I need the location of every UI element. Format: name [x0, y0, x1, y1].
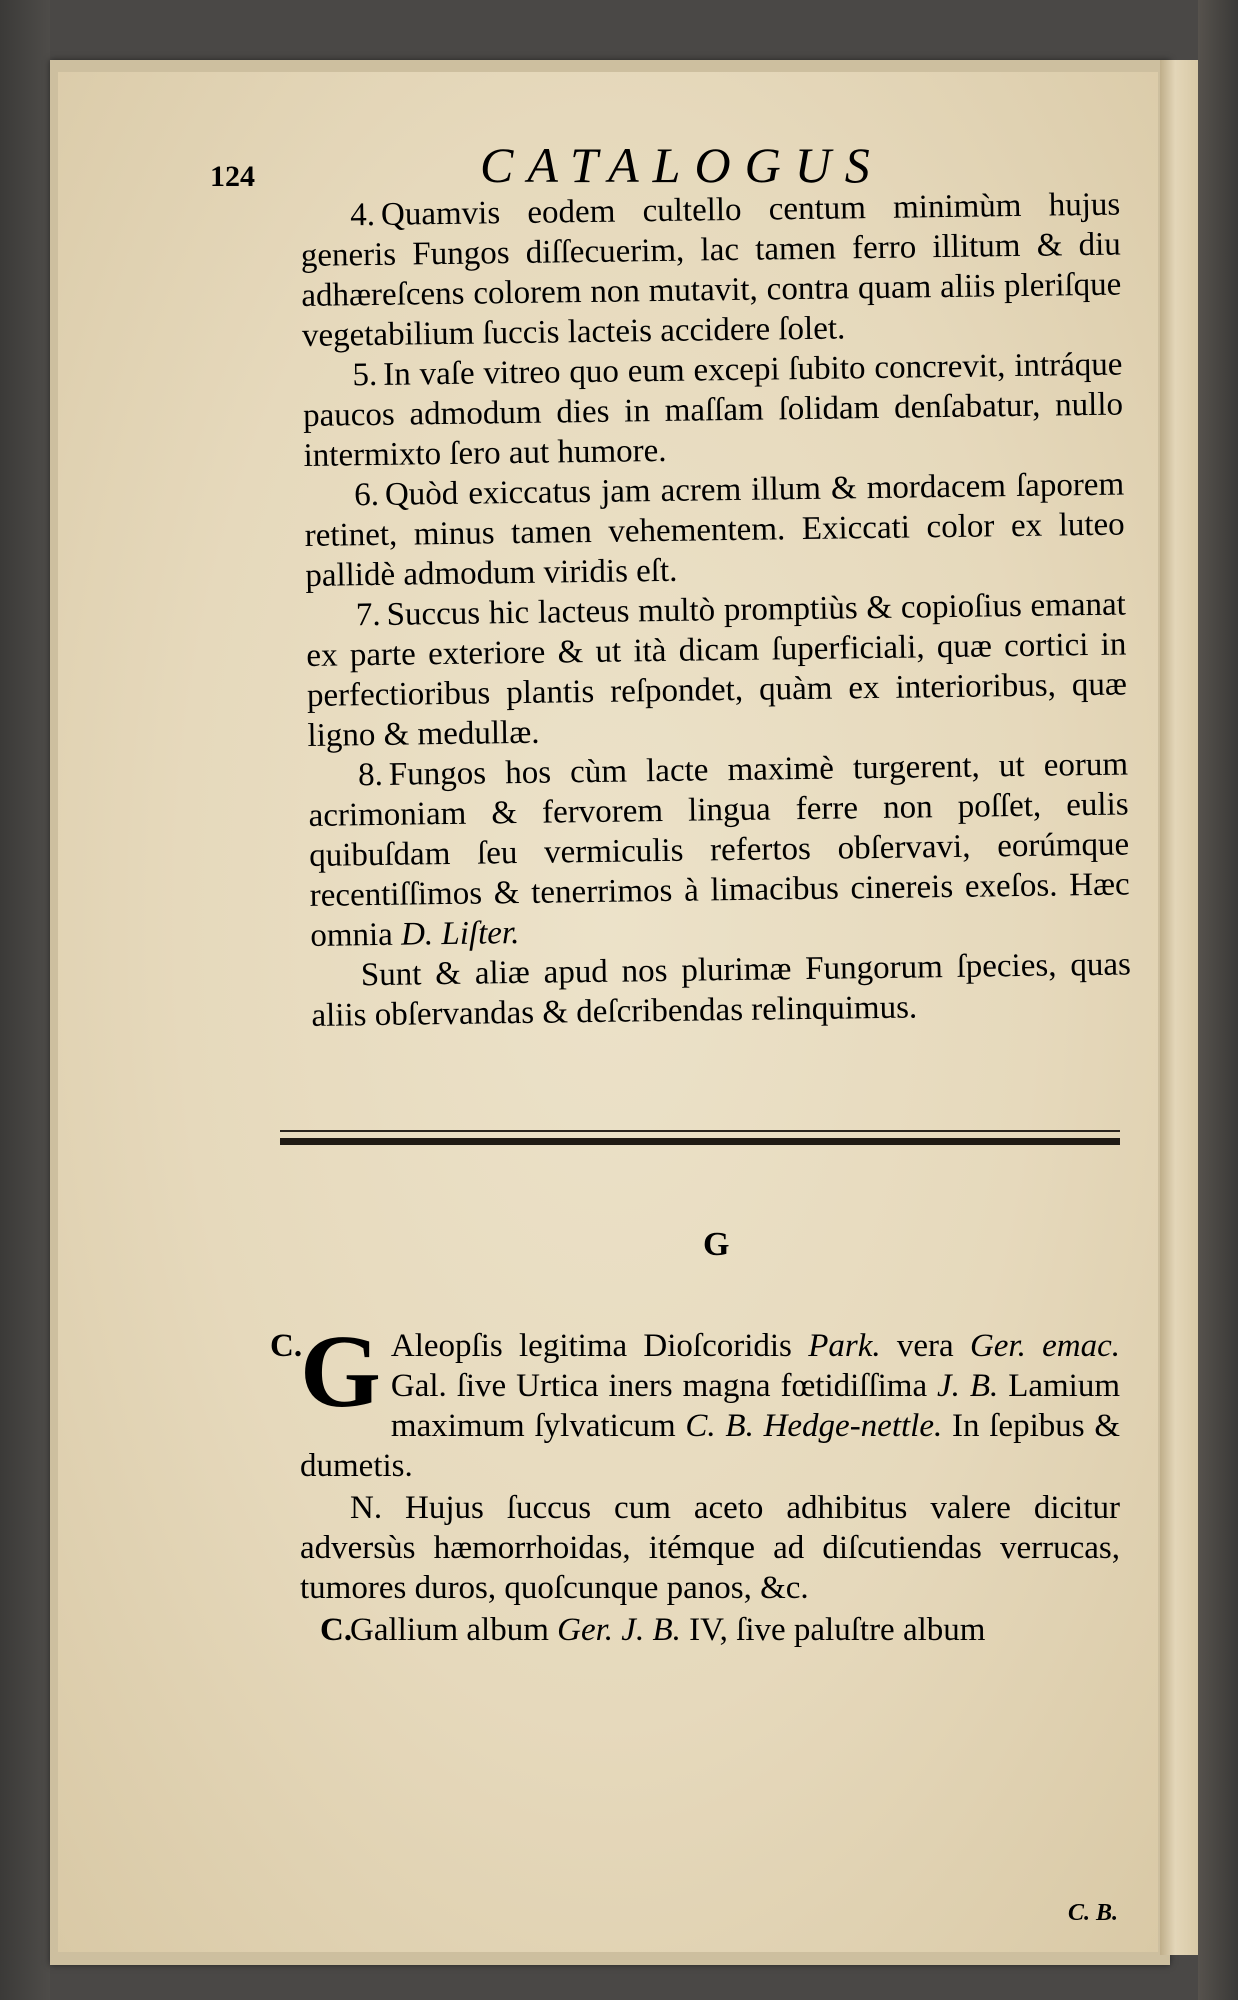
entry-citation: J. B. [937, 1368, 999, 1404]
entry-citation: Ger. emac. [969, 1328, 1120, 1364]
rule-thin [280, 1130, 1120, 1132]
paragraph-text: Quòd exiccatus jam acrem illum & mordacem ſaporem retinet, minus tamen vehementem. Exiccati color ex luteo pallidè admodum viridis eſt. [304, 466, 1125, 594]
page-number: 124 [210, 160, 255, 193]
entry-marker: C. [270, 1328, 303, 1364]
entry-text: Lamium maximum ſylvaticum [390, 1368, 1120, 1444]
catalogue-entry [300, 1610, 1120, 1650]
paragraph-number: 7. [355, 596, 381, 634]
paragraph-text: Quamvis eodem cultello centum minimùm hujus generis Fungos diſſecuerim, lac tamen ferro illitum & diu adhæreſcens colorem non mutavit, contra quam aliis pleriſque vegetabilium ſuccis lacteis accidere ſolet. [300, 186, 1122, 354]
background-left [0, 0, 50, 2000]
paragraph [300, 185, 1122, 356]
author-reference: D. Liſter. [400, 915, 520, 953]
entry-citation: C. B. Hedge-nettle. [685, 1408, 943, 1444]
paragraph [302, 345, 1124, 476]
paragraph-number: 5. [352, 356, 378, 394]
facing-page-edge [1160, 60, 1198, 1955]
entry-text: vera [880, 1328, 970, 1364]
entry-text: In ſepibus & dumetis. [300, 1408, 1121, 1484]
paragraph-text: Succus hic lacteus multò promptiùs & copioſius emanat ex parte exteriore & ut ità dicam ſuperficiali, quæ cortici in perfectioribus plantis reſpondet, quàm ex interioribus, quæ ligno & medullæ. [306, 586, 1128, 754]
entry-text: Aleopſis legitima Dioſcoridis [390, 1328, 809, 1364]
entry-text: Gallium album [350, 1612, 558, 1648]
rule-thick [280, 1138, 1120, 1145]
catchword: C. B. [1068, 1900, 1119, 1926]
entry-marker: C. [320, 1612, 353, 1648]
paragraph-text: Fungos hos cùm lacte maximè turgerent, ut eorum acrimoniam & fervorem lingua ferre non poſſet, eulis quibuſdam ſeu vermiculis refertos obſervavi, eorúmque recentiſſimos & tenerrimos à limacibus cinereis exeſos. Hæc omnia [308, 746, 1130, 954]
section-rule [280, 1130, 1120, 1145]
entry-text: IV, ſive paluſtre album [680, 1612, 986, 1648]
catalogue-entry [270, 1314, 1121, 1486]
running-head: CATALOGUS [480, 137, 884, 193]
paragraph-number: 4. [350, 196, 376, 234]
drop-cap: G [300, 1314, 381, 1429]
catalogue-entries [270, 1314, 1121, 1652]
paragraph-number: 6. [353, 476, 380, 514]
entry-text: Gal. ſive Urtica iners magna fœtidiſſima [390, 1368, 938, 1404]
paragraph [308, 744, 1131, 955]
section-letter: G [703, 1226, 730, 1263]
paragraph-text: In vaſe vitreo quo eum excepi ſubito concrevit, intráque paucos admodum dies in maſſam ſolidam denſabatur, nullo intermixto ſero aut humore. [302, 346, 1124, 474]
entry-citation: Park. [808, 1328, 881, 1364]
paragraph [306, 585, 1128, 756]
entry-citation: Ger. J. B. [557, 1612, 681, 1648]
paragraph [311, 944, 1132, 1035]
paragraph-number: 8. [357, 756, 384, 794]
entry-text: N. Hujus ſuccus cum aceto adhibitus valere dicitur adversùs hæmorrhoidas, itémque ad diſcutiendas verrucas, tumores duros, quoſcunque panos, &c. [300, 1490, 1120, 1606]
paragraph-text: Sunt & aliæ apud nos plurimæ Fungorum ſpecies, quas aliis obſervandas & deſcribendas relinquimus. [311, 946, 1132, 1034]
background-right [1198, 0, 1238, 2000]
numbered-observations [300, 185, 1132, 1036]
catalogue-entry [300, 1488, 1120, 1608]
paragraph [304, 465, 1126, 596]
